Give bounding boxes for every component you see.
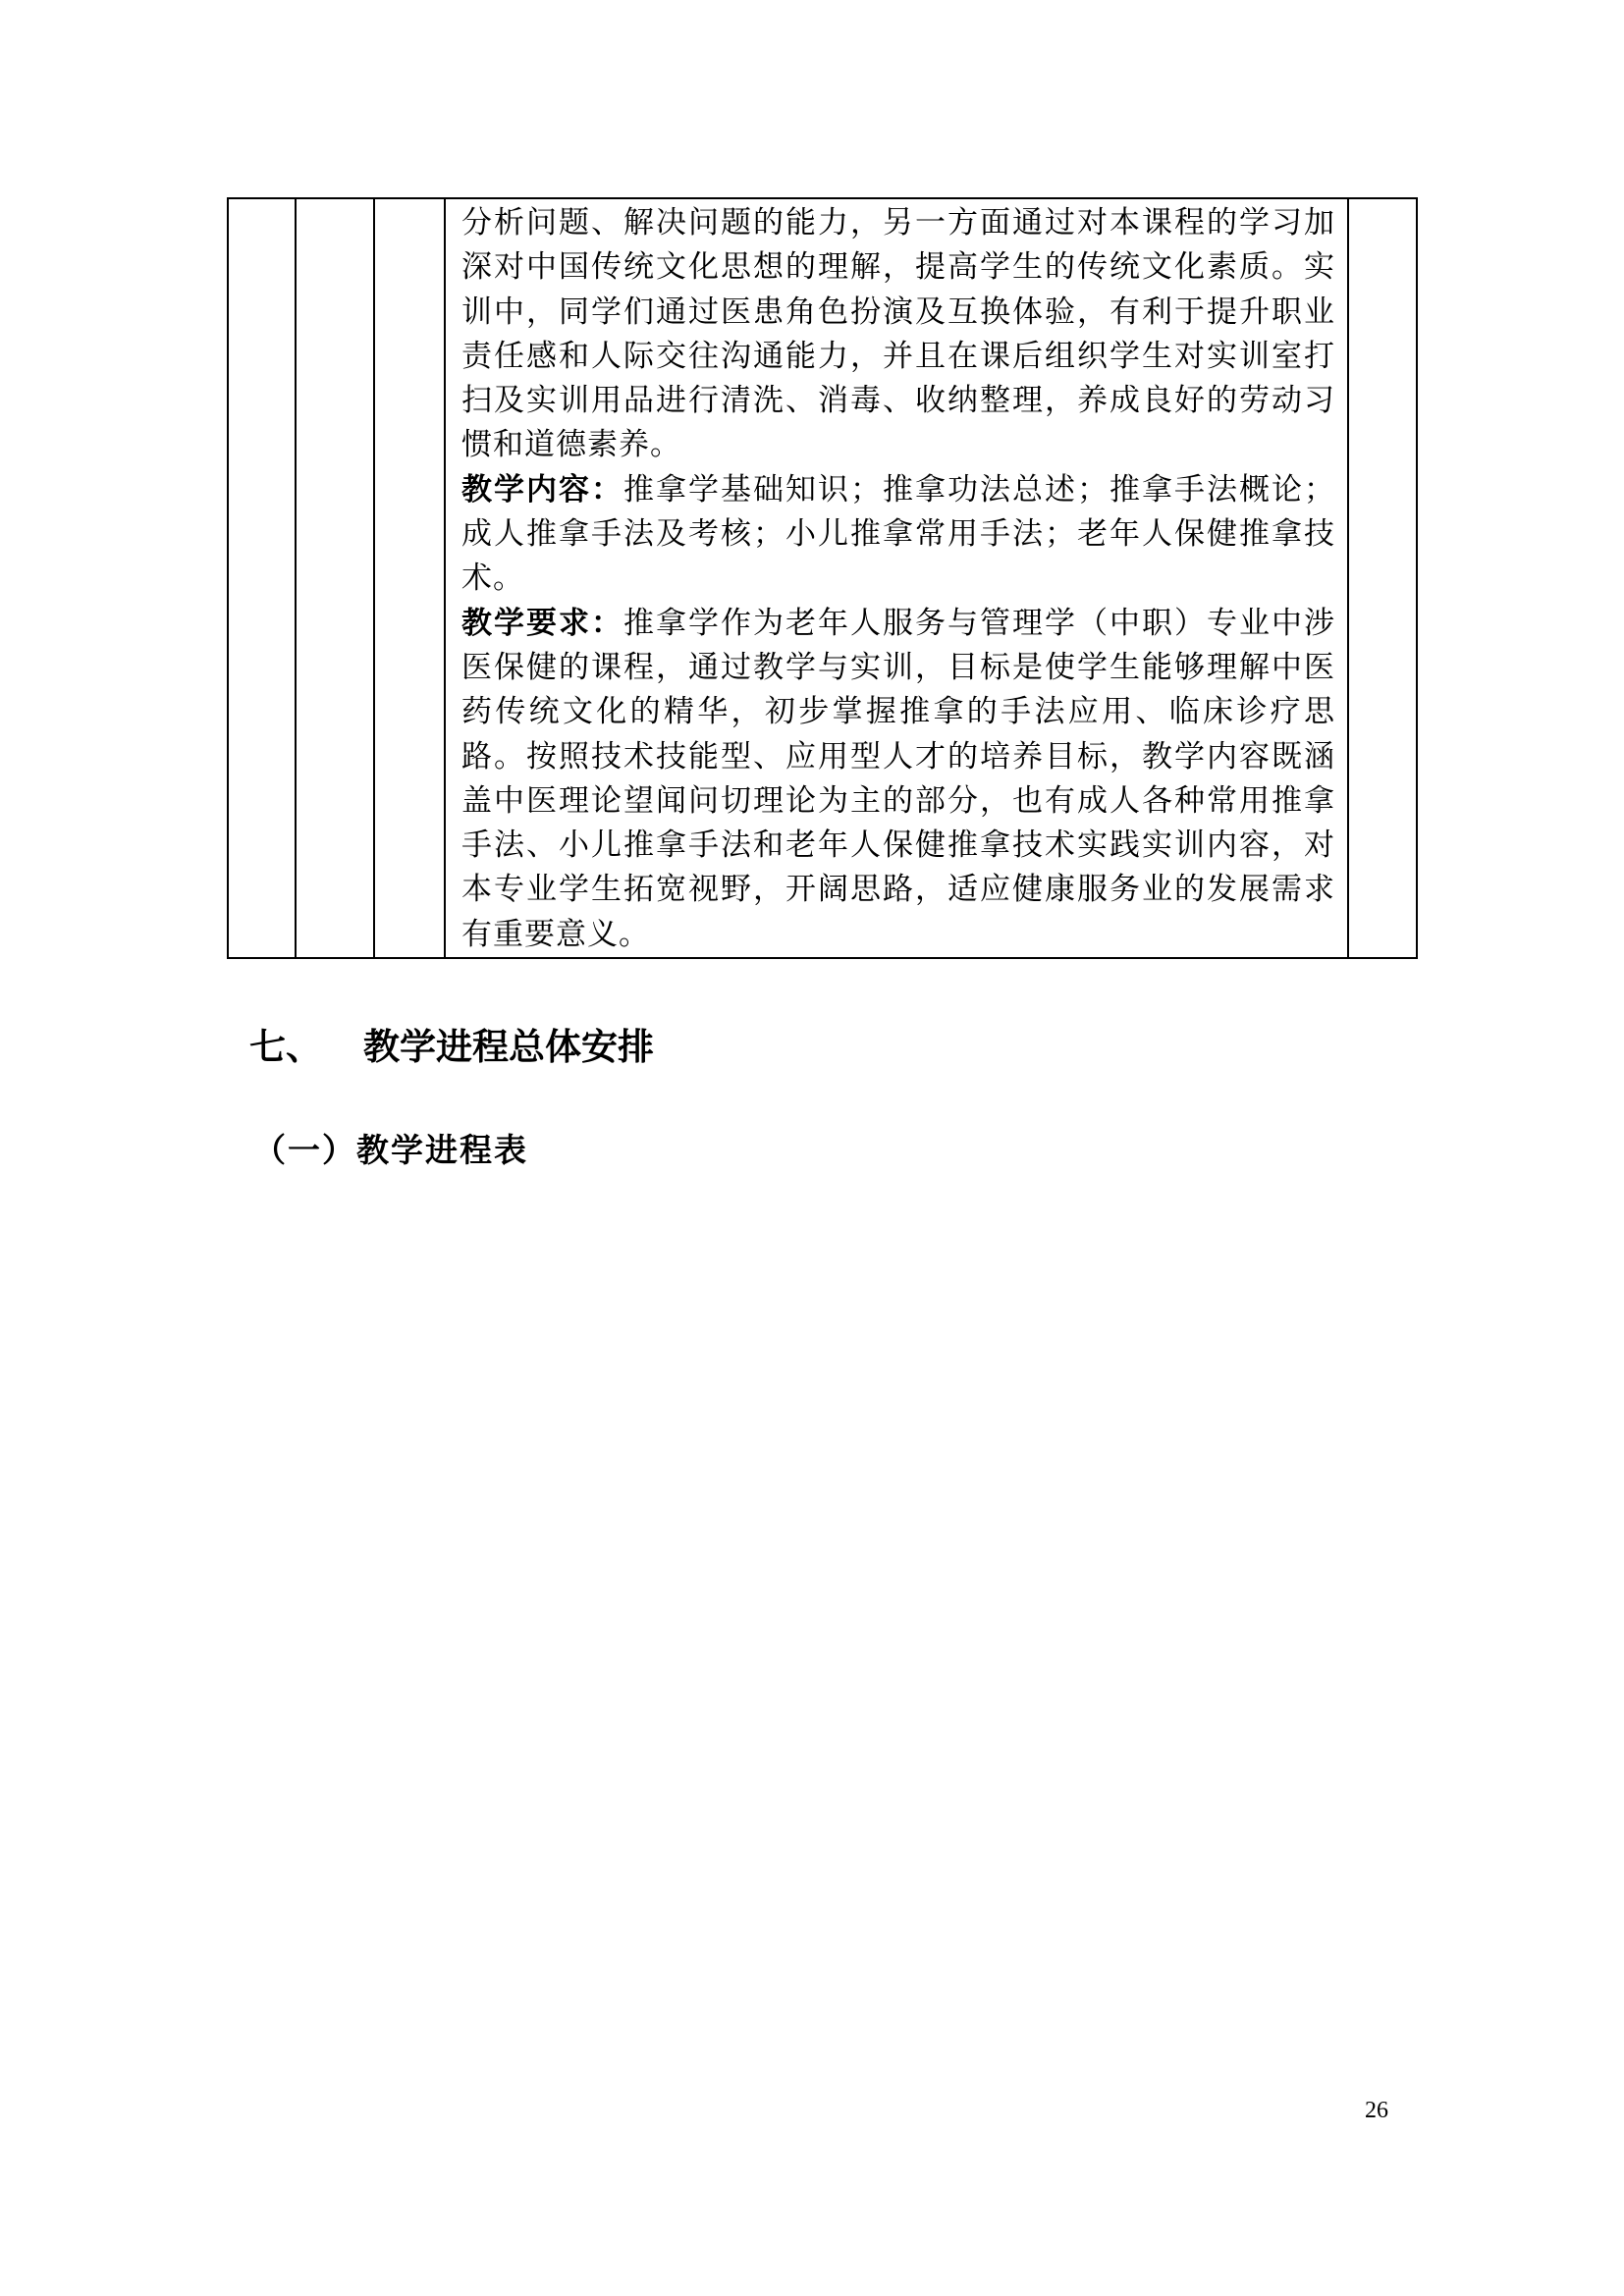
teaching-requirement-paragraph — [461, 602, 1335, 957]
page-number: 26 — [1365, 2098, 1388, 2123]
table-cell-empty-3 — [374, 198, 445, 958]
table-cell-empty-5 — [1348, 198, 1417, 958]
section-heading — [249, 1023, 654, 1072]
table-cell-empty-1 — [228, 198, 296, 958]
teaching-content-text: 推拿学基础知识；推拿功法总述；推拿手法概论；成人推拿手法及考核；小儿推拿常用手法；老年人保健推拿技术。 — [461, 471, 1335, 597]
course-goal-paragraph: 分析问题、解决问题的能力，另一方面通过对本课程的学习加深对中国传统文化思想的理解，提高学生的传统文化素质。实训中，同学们通过医患角色扮演及互换体验，有利于提升职业责任感和人际交往沟通能力，并且在课后组织学生对实训室打扫及实训用品进行清洗、消毒、收纳整理，养成良好的劳动习惯和道德素养。 — [461, 205, 1335, 463]
section-number: 七、 — [249, 1026, 322, 1068]
table-cell-course-content — [445, 198, 1348, 958]
teaching-requirement-text: 推拿学作为老年人服务与管理学（中职）专业中涉医保健的课程，通过教学与实训，目标是使学生能够理解中医药传统文化的精华，初步掌握推拿的手法应用、临床诊疗思路。按照技术技能型、应用型人才的培养目标，教学内容既涵盖中医理论望闻问切理论为主的部分，也有成人各种常用推拿手法、小儿推拿手法和老年人保健推拿技术实践实训内容，对本专业学生拓宽视野，开阔思路，适应健康服务业的发展需求有重要意义。 — [461, 605, 1335, 952]
course-description-table — [227, 197, 1418, 959]
section-title: 教学进程总体安排 — [363, 1026, 654, 1068]
teaching-content-label: 教学内容： — [461, 471, 623, 507]
subsection-heading: （一）教学进程表 — [253, 1131, 528, 1169]
table-row — [228, 198, 1417, 958]
table-cell-empty-2 — [296, 198, 374, 958]
teaching-content-paragraph — [461, 468, 1335, 602]
teaching-requirement-label: 教学要求： — [461, 605, 623, 641]
